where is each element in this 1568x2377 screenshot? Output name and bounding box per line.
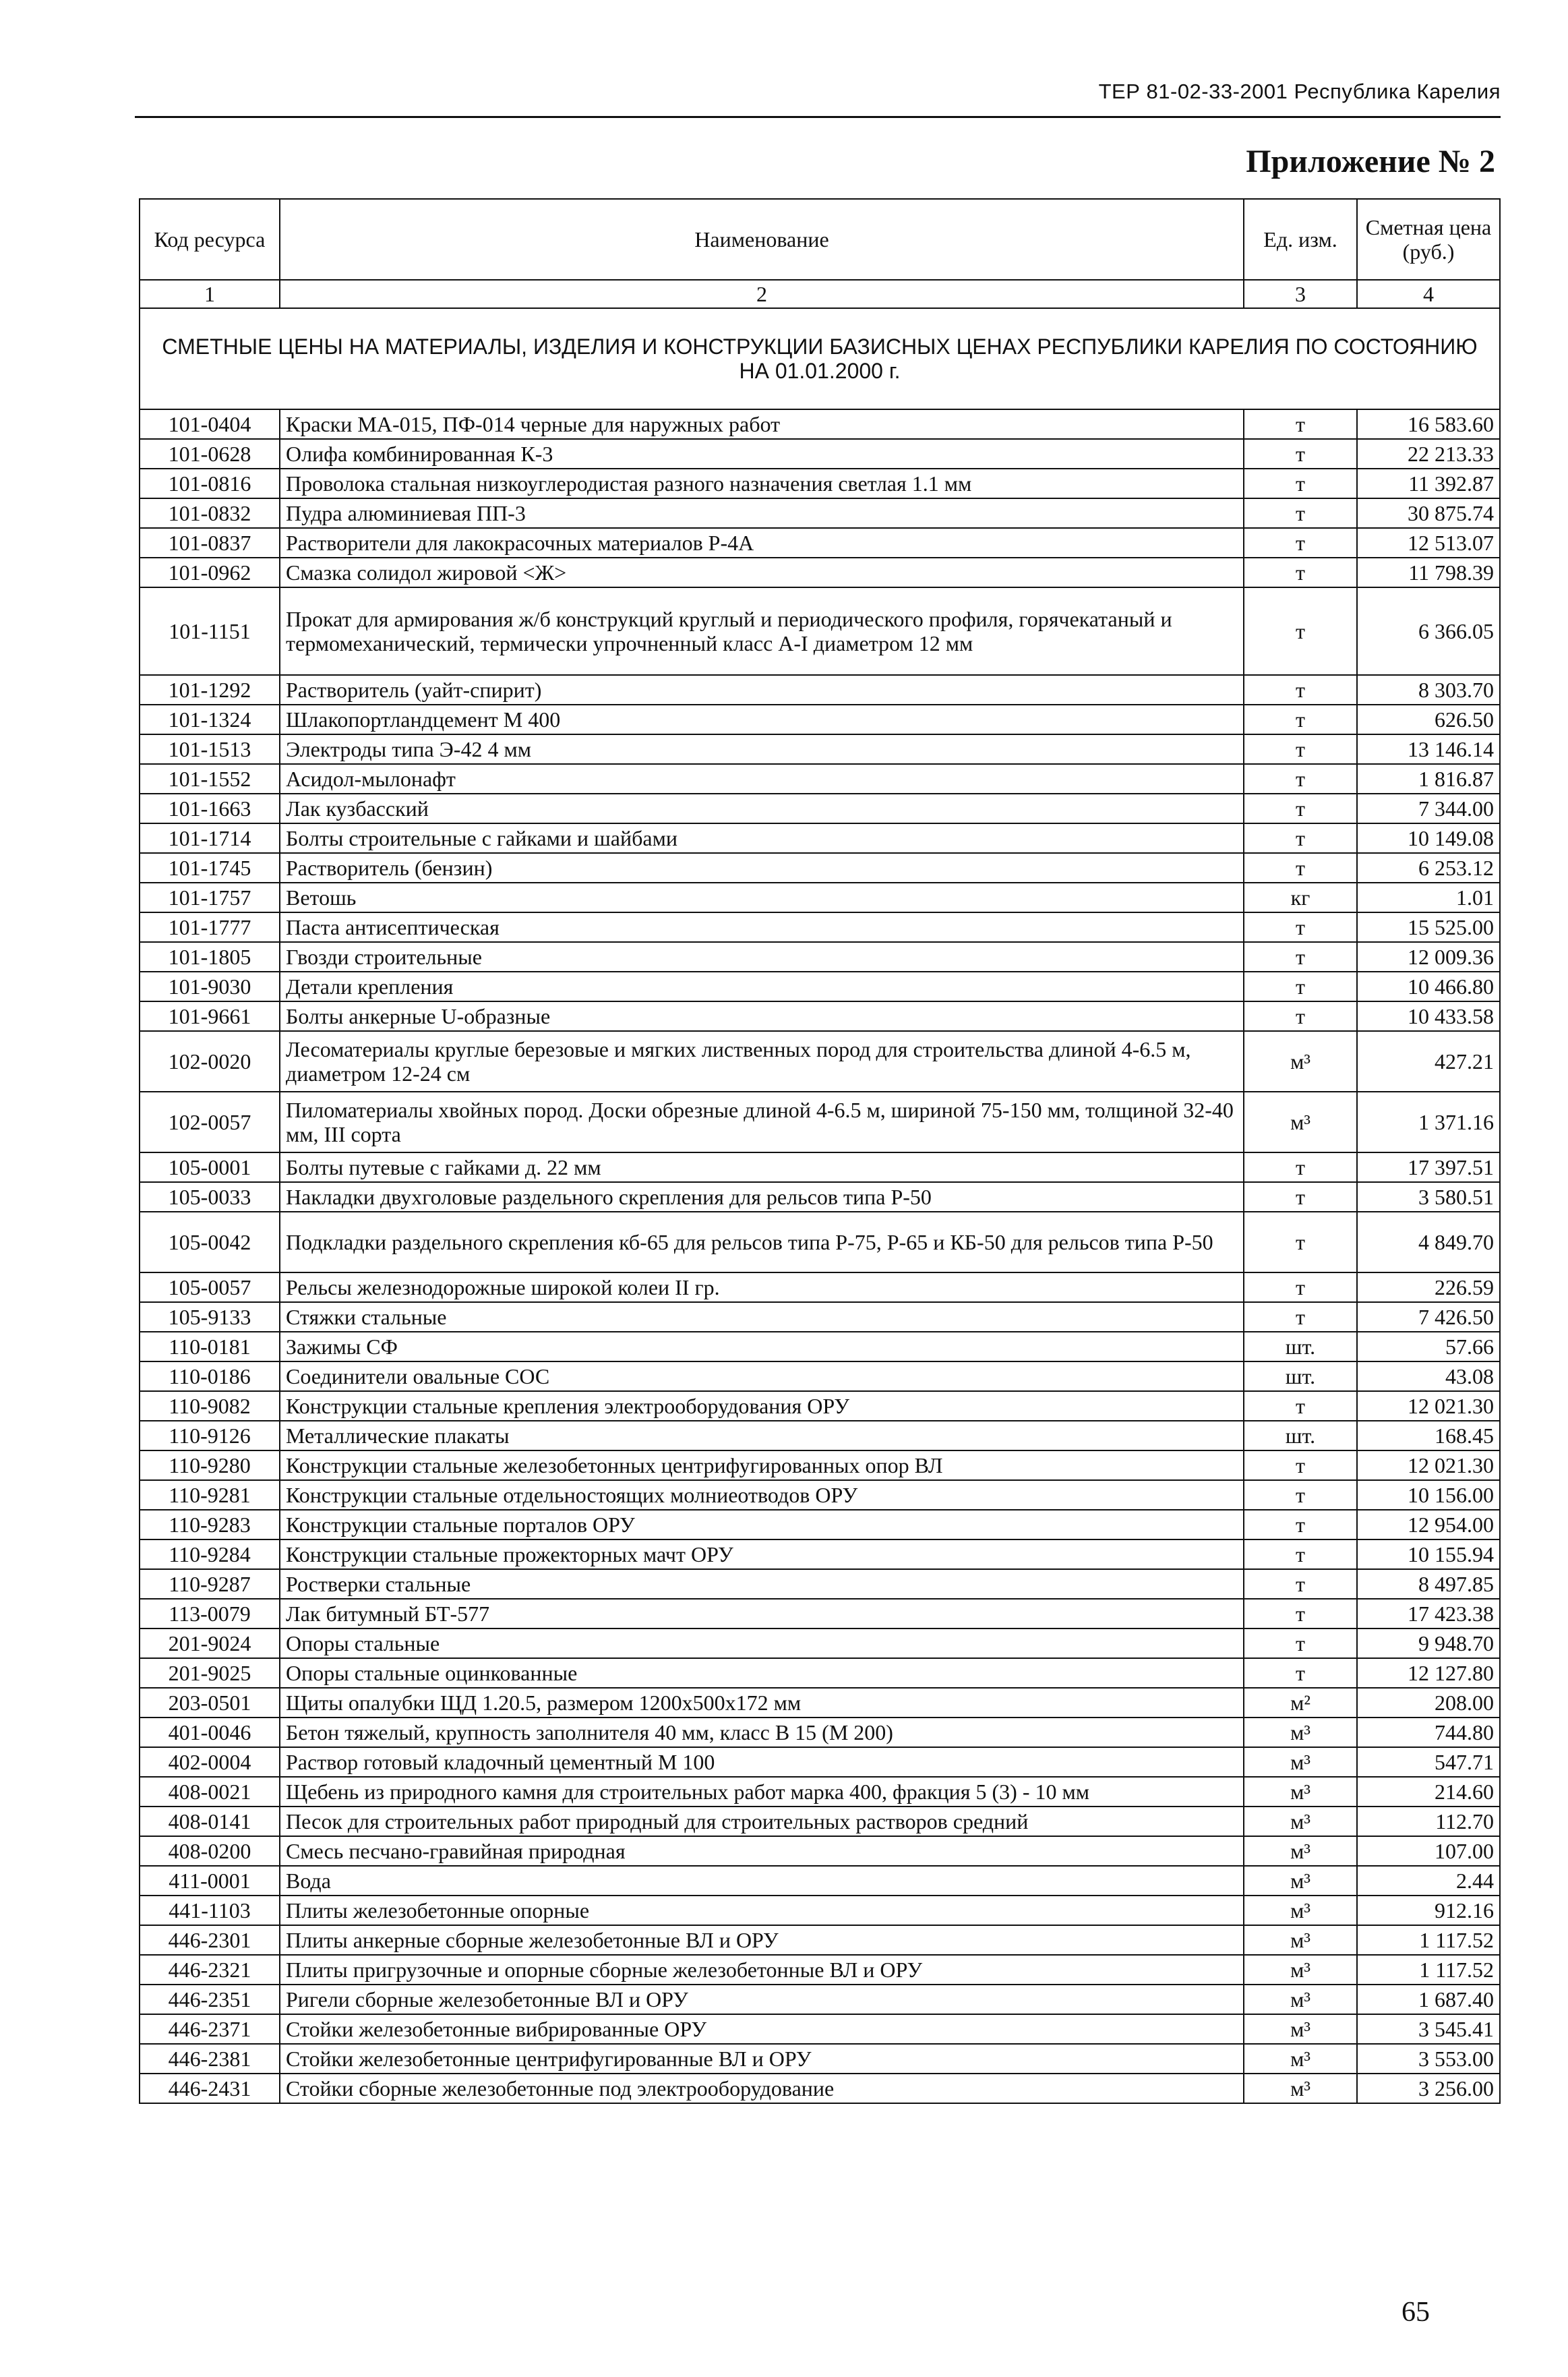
resource-unit: м³	[1244, 1807, 1357, 1836]
resource-name: Шлакопортландцемент М 400	[280, 705, 1244, 734]
appendix-title: Приложение № 2	[1246, 144, 1495, 179]
resource-code: 110-9281	[140, 1480, 280, 1510]
resource-unit: т	[1244, 1302, 1357, 1332]
table-row	[140, 734, 1500, 764]
resource-unit: шт.	[1244, 1361, 1357, 1391]
column-number-row	[140, 280, 1500, 308]
resource-unit: т	[1244, 972, 1357, 1001]
resource-code: 203-0501	[140, 1688, 280, 1718]
resource-unit: м³	[1244, 1092, 1357, 1152]
resource-name: Ригели сборные железобетонные ВЛ и ОРУ	[280, 1985, 1244, 2014]
resource-price: 10 156.00	[1357, 1480, 1500, 1510]
page-number: 65	[1401, 2297, 1430, 2328]
resource-code: 110-0186	[140, 1361, 280, 1391]
resource-price: 13 146.14	[1357, 734, 1500, 764]
resource-name: Стойки железобетонные вибрированные ОРУ	[280, 2014, 1244, 2044]
resource-name: Олифа комбинированная К-3	[280, 439, 1244, 469]
resource-price: 2.44	[1357, 1866, 1500, 1896]
document-code: ТЕР 81-02-33-2001 Республика Карелия	[1098, 80, 1501, 103]
resource-name: Песок для строительных работ природный для строительных растворов средний	[280, 1807, 1244, 1836]
table-row	[140, 794, 1500, 823]
resource-code: 101-9661	[140, 1001, 280, 1031]
resource-code: 402-0004	[140, 1747, 280, 1777]
resource-name: Болты анкерные U-образные	[280, 1001, 1244, 1031]
resource-name: Рельсы железнодорожные широкой колеи II гр.	[280, 1272, 1244, 1302]
resource-price: 10 466.80	[1357, 972, 1500, 1001]
resource-name: Паста антисептическая	[280, 912, 1244, 942]
resource-unit: т	[1244, 498, 1357, 528]
table-row	[140, 558, 1500, 587]
table-row	[140, 1510, 1500, 1539]
resource-code: 101-0832	[140, 498, 280, 528]
table-row	[140, 1391, 1500, 1421]
resource-unit: т	[1244, 1510, 1357, 1539]
table-header-row	[140, 199, 1500, 280]
table-row	[140, 587, 1500, 675]
resource-code: 105-0042	[140, 1212, 280, 1272]
resource-name: Конструкции стальные железобетонных центрифугированных опор ВЛ	[280, 1450, 1244, 1480]
resource-code: 110-9287	[140, 1569, 280, 1599]
table-row	[140, 1480, 1500, 1510]
price-table	[139, 198, 1501, 2104]
table-row	[140, 498, 1500, 528]
resource-code: 446-2381	[140, 2044, 280, 2074]
table-row	[140, 409, 1500, 439]
resource-code: 110-9283	[140, 1510, 280, 1539]
resource-code: 446-2321	[140, 1955, 280, 1985]
table-row	[140, 1001, 1500, 1031]
resource-price: 1.01	[1357, 883, 1500, 912]
resource-price: 4 849.70	[1357, 1212, 1500, 1272]
table-row	[140, 1866, 1500, 1896]
table-row	[140, 1628, 1500, 1658]
resource-code: 101-1714	[140, 823, 280, 853]
resource-code: 110-0181	[140, 1332, 280, 1361]
table-row	[140, 1896, 1500, 1925]
resource-price: 12 021.30	[1357, 1391, 1500, 1421]
resource-unit: т	[1244, 734, 1357, 764]
resource-unit: м³	[1244, 2074, 1357, 2103]
resource-code: 101-1805	[140, 942, 280, 972]
resource-name: Болты путевые с гайками д. 22 мм	[280, 1152, 1244, 1182]
resource-price: 3 553.00	[1357, 2044, 1500, 2074]
resource-price: 7 344.00	[1357, 794, 1500, 823]
resource-price: 17 397.51	[1357, 1152, 1500, 1182]
table-row	[140, 2044, 1500, 2074]
resource-unit: м³	[1244, 1031, 1357, 1092]
resource-name: Раствор готовый кладочный цементный М 100	[280, 1747, 1244, 1777]
resource-price: 6 253.12	[1357, 853, 1500, 883]
resource-price: 226.59	[1357, 1272, 1500, 1302]
header-rule	[135, 116, 1501, 118]
resource-code: 446-2301	[140, 1925, 280, 1955]
resource-price: 12 021.30	[1357, 1450, 1500, 1480]
table-row	[140, 1092, 1500, 1152]
resource-price: 107.00	[1357, 1836, 1500, 1866]
resource-price: 10 155.94	[1357, 1539, 1500, 1569]
resource-name: Проволока стальная низкоуглеродистая разного назначения светлая 1.1 мм	[280, 469, 1244, 498]
resource-price: 11 392.87	[1357, 469, 1500, 498]
resource-name: Конструкции стальные порталов ОРУ	[280, 1510, 1244, 1539]
resource-unit: м³	[1244, 2014, 1357, 2044]
resource-price: 168.45	[1357, 1421, 1500, 1450]
resource-unit: т	[1244, 942, 1357, 972]
table-row	[140, 764, 1500, 794]
resource-code: 105-9133	[140, 1302, 280, 1332]
resource-unit: т	[1244, 558, 1357, 587]
resource-price: 12 009.36	[1357, 942, 1500, 972]
resource-name: Конструкции стальные крепления электрооборудования ОРУ	[280, 1391, 1244, 1421]
resource-price: 112.70	[1357, 1807, 1500, 1836]
table-row	[140, 853, 1500, 883]
resource-name: Конструкции стальные отдельностоящих молниеотводов ОРУ	[280, 1480, 1244, 1510]
resource-name: Пиломатериалы хвойных пород. Доски обрезные длиной 4-6.5 м, шириной 75-150 мм, толщиной 32-40 мм, III сорта	[280, 1092, 1244, 1152]
table-row	[140, 1182, 1500, 1212]
resource-price: 17 423.38	[1357, 1599, 1500, 1628]
resource-price: 12 954.00	[1357, 1510, 1500, 1539]
resource-unit: т	[1244, 853, 1357, 883]
table-row	[140, 883, 1500, 912]
resource-price: 744.80	[1357, 1718, 1500, 1747]
table-row	[140, 1421, 1500, 1450]
resource-name: Стяжки стальные	[280, 1302, 1244, 1332]
resource-name: Стойки железобетонные центрифугированные ВЛ и ОРУ	[280, 2044, 1244, 2074]
resource-unit: м³	[1244, 2044, 1357, 2074]
column-number: 3	[1244, 280, 1357, 308]
resource-unit: т	[1244, 1001, 1357, 1031]
resource-name: Растворитель (бензин)	[280, 853, 1244, 883]
resource-name: Подкладки раздельного скрепления кб-65 для рельсов типа Р-75, Р-65 и КБ-50 для рельсов типа Р-50	[280, 1212, 1244, 1272]
resource-code: 101-0962	[140, 558, 280, 587]
resource-code: 101-1552	[140, 764, 280, 794]
resource-unit: т	[1244, 1599, 1357, 1628]
resource-price: 1 117.52	[1357, 1925, 1500, 1955]
resource-price: 11 798.39	[1357, 558, 1500, 587]
resource-name: Смесь песчано-гравийная природная	[280, 1836, 1244, 1866]
resource-price: 427.21	[1357, 1031, 1500, 1092]
resource-price: 214.60	[1357, 1777, 1500, 1807]
resource-code: 110-9126	[140, 1421, 280, 1450]
table-row	[140, 1539, 1500, 1569]
table-row	[140, 1361, 1500, 1391]
resource-name: Смазка солидол жировой <Ж>	[280, 558, 1244, 587]
resource-name: Металлические плакаты	[280, 1421, 1244, 1450]
resource-name: Плиты железобетонные опорные	[280, 1896, 1244, 1925]
resource-unit: м³	[1244, 1925, 1357, 1955]
resource-price: 57.66	[1357, 1332, 1500, 1361]
resource-price: 1 371.16	[1357, 1092, 1500, 1152]
resource-unit: кг	[1244, 883, 1357, 912]
table-row	[140, 1569, 1500, 1599]
table-row	[140, 1955, 1500, 1985]
resource-unit: т	[1244, 1539, 1357, 1569]
resource-price: 1 117.52	[1357, 1955, 1500, 1985]
resource-unit: т	[1244, 794, 1357, 823]
resource-name: Растворитель (уайт-спирит)	[280, 675, 1244, 705]
resource-price: 8 497.85	[1357, 1569, 1500, 1599]
resource-unit: м³	[1244, 1718, 1357, 1747]
resource-price: 12 513.07	[1357, 528, 1500, 558]
resource-code: 105-0001	[140, 1152, 280, 1182]
resource-name: Щиты опалубки ЩД 1.20.5, размером 1200х500х172 мм	[280, 1688, 1244, 1718]
table-row	[140, 2074, 1500, 2103]
resource-name: Детали крепления	[280, 972, 1244, 1001]
resource-unit: м³	[1244, 1985, 1357, 2014]
resource-name: Гвозди строительные	[280, 942, 1244, 972]
resource-price: 16 583.60	[1357, 409, 1500, 439]
resource-unit: т	[1244, 823, 1357, 853]
resource-unit: м³	[1244, 1896, 1357, 1925]
resource-price: 1 816.87	[1357, 764, 1500, 794]
table-row	[140, 1332, 1500, 1361]
resource-name: Растворители для лакокрасочных материалов Р-4А	[280, 528, 1244, 558]
table-row	[140, 942, 1500, 972]
resource-code: 113-0079	[140, 1599, 280, 1628]
resource-price: 1 687.40	[1357, 1985, 1500, 2014]
resource-unit: т	[1244, 1152, 1357, 1182]
table-row	[140, 1302, 1500, 1332]
column-header-unit: Ед. изм.	[1244, 199, 1357, 280]
table-row	[140, 1152, 1500, 1182]
table-row	[140, 439, 1500, 469]
resource-code: 101-9030	[140, 972, 280, 1001]
resource-unit: т	[1244, 528, 1357, 558]
column-header-price: Сметная цена (руб.)	[1357, 199, 1500, 280]
table-row	[140, 469, 1500, 498]
resource-unit: т	[1244, 409, 1357, 439]
resource-code: 401-0046	[140, 1718, 280, 1747]
table-row	[140, 1925, 1500, 1955]
resource-unit: м³	[1244, 1866, 1357, 1896]
resource-name: Лак кузбасский	[280, 794, 1244, 823]
resource-price: 626.50	[1357, 705, 1500, 734]
resource-name: Соединители овальные СОС	[280, 1361, 1244, 1391]
resource-price: 10 149.08	[1357, 823, 1500, 853]
resource-name: Краски МА-015, ПФ-014 черные для наружных работ	[280, 409, 1244, 439]
resource-name: Пудра алюминиевая ПП-3	[280, 498, 1244, 528]
resource-name: Болты строительные с гайками и шайбами	[280, 823, 1244, 853]
resource-code: 101-0837	[140, 528, 280, 558]
resource-unit: т	[1244, 439, 1357, 469]
table-row	[140, 1718, 1500, 1747]
resource-code: 201-9025	[140, 1658, 280, 1688]
resource-code: 102-0020	[140, 1031, 280, 1092]
table-row	[140, 1031, 1500, 1092]
resource-name: Накладки двухголовые раздельного скрепления для рельсов типа Р-50	[280, 1182, 1244, 1212]
resource-unit: шт.	[1244, 1421, 1357, 1450]
resource-unit: м³	[1244, 1836, 1357, 1866]
column-number: 4	[1357, 280, 1500, 308]
resource-code: 101-1324	[140, 705, 280, 734]
resource-code: 446-2371	[140, 2014, 280, 2044]
resource-name: Вода	[280, 1866, 1244, 1896]
resource-name: Бетон тяжелый, крупность заполнителя 40 мм, класс В 15 (М 200)	[280, 1718, 1244, 1747]
resource-code: 411-0001	[140, 1866, 280, 1896]
table-row	[140, 675, 1500, 705]
resource-code: 101-0816	[140, 469, 280, 498]
resource-name: Асидол-мылонафт	[280, 764, 1244, 794]
table-row	[140, 1450, 1500, 1480]
resource-name: Лесоматериалы круглые березовые и мягких лиственных пород для строительства длиной 4-6.5 м, диаметром 12-24 см	[280, 1031, 1244, 1092]
resource-unit: т	[1244, 1569, 1357, 1599]
resource-name: Прокат для армирования ж/б конструкций круглый и периодического профиля, горячекатаный и термомеханический, термически упрочненный класс А-I диаметром 12 мм	[280, 587, 1244, 675]
resource-price: 43.08	[1357, 1361, 1500, 1391]
table-row	[140, 972, 1500, 1001]
table-row	[140, 1688, 1500, 1718]
resource-name: Опоры стальные	[280, 1628, 1244, 1658]
resource-code: 101-1745	[140, 853, 280, 883]
resource-unit: т	[1244, 1628, 1357, 1658]
resource-name: Опоры стальные оцинкованные	[280, 1658, 1244, 1688]
resource-code: 101-1663	[140, 794, 280, 823]
resource-code: 101-0628	[140, 439, 280, 469]
table-row	[140, 1747, 1500, 1777]
resource-code: 110-9082	[140, 1391, 280, 1421]
resource-code: 101-1151	[140, 587, 280, 675]
table-row	[140, 1777, 1500, 1807]
table-row	[140, 912, 1500, 942]
resource-unit: т	[1244, 469, 1357, 498]
resource-code: 446-2431	[140, 2074, 280, 2103]
resource-code: 101-1777	[140, 912, 280, 942]
resource-price: 208.00	[1357, 1688, 1500, 1718]
resource-unit: м³	[1244, 1955, 1357, 1985]
table-row	[140, 705, 1500, 734]
resource-unit: т	[1244, 675, 1357, 705]
resource-unit: м³	[1244, 1747, 1357, 1777]
resource-unit: т	[1244, 1212, 1357, 1272]
column-number: 1	[140, 280, 280, 308]
resource-code: 105-0057	[140, 1272, 280, 1302]
resource-name: Стойки сборные железобетонные под электрооборудование	[280, 2074, 1244, 2103]
resource-code: 110-9284	[140, 1539, 280, 1569]
section-title-row	[140, 308, 1500, 409]
resource-price: 3 580.51	[1357, 1182, 1500, 1212]
table-row	[140, 1658, 1500, 1688]
resource-unit: шт.	[1244, 1332, 1357, 1361]
resource-name: Щебень из природного камня для строительных работ марка 400, фракция 5 (3) - 10 мм	[280, 1777, 1244, 1807]
resource-code: 101-0404	[140, 409, 280, 439]
column-number: 2	[280, 280, 1244, 308]
table-row	[140, 1985, 1500, 2014]
resource-code: 408-0200	[140, 1836, 280, 1866]
resource-unit: т	[1244, 1182, 1357, 1212]
resource-price: 22 213.33	[1357, 439, 1500, 469]
resource-price: 8 303.70	[1357, 675, 1500, 705]
table-body	[140, 280, 1500, 2103]
resource-unit: т	[1244, 1480, 1357, 1510]
resource-price: 6 366.05	[1357, 587, 1500, 675]
resource-code: 408-0141	[140, 1807, 280, 1836]
resource-price: 3 256.00	[1357, 2074, 1500, 2103]
table-row	[140, 1836, 1500, 1866]
resource-name: Лак битумный БТ-577	[280, 1599, 1244, 1628]
resource-name: Электроды типа Э-42 4 мм	[280, 734, 1244, 764]
resource-price: 30 875.74	[1357, 498, 1500, 528]
resource-unit: т	[1244, 764, 1357, 794]
column-header-code: Код ресурса	[140, 199, 280, 280]
resource-name: Конструкции стальные прожекторных мачт ОРУ	[280, 1539, 1244, 1569]
table-row	[140, 1212, 1500, 1272]
resource-unit: т	[1244, 705, 1357, 734]
table-row	[140, 1807, 1500, 1836]
resource-code: 408-0021	[140, 1777, 280, 1807]
resource-price: 912.16	[1357, 1896, 1500, 1925]
resource-unit: м²	[1244, 1688, 1357, 1718]
resource-price: 3 545.41	[1357, 2014, 1500, 2044]
resource-unit: т	[1244, 1658, 1357, 1688]
resource-code: 446-2351	[140, 1985, 280, 2014]
table-row	[140, 823, 1500, 853]
resource-code: 101-1513	[140, 734, 280, 764]
resource-code: 441-1103	[140, 1896, 280, 1925]
resource-price: 12 127.80	[1357, 1658, 1500, 1688]
table-row	[140, 2014, 1500, 2044]
resource-name: Плиты анкерные сборные железобетонные ВЛ и ОРУ	[280, 1925, 1244, 1955]
resource-unit: т	[1244, 1391, 1357, 1421]
resource-name: Ветошь	[280, 883, 1244, 912]
resource-code: 110-9280	[140, 1450, 280, 1480]
resource-price: 9 948.70	[1357, 1628, 1500, 1658]
resource-code: 105-0033	[140, 1182, 280, 1212]
column-header-name: Наименование	[280, 199, 1244, 280]
resource-name: Зажимы СФ	[280, 1332, 1244, 1361]
resource-unit: т	[1244, 1272, 1357, 1302]
table-row	[140, 1272, 1500, 1302]
resource-code: 201-9024	[140, 1628, 280, 1658]
resource-price: 10 433.58	[1357, 1001, 1500, 1031]
resource-code: 102-0057	[140, 1092, 280, 1152]
resource-price: 15 525.00	[1357, 912, 1500, 942]
resource-price: 547.71	[1357, 1747, 1500, 1777]
resource-unit: т	[1244, 587, 1357, 675]
resource-unit: м³	[1244, 1777, 1357, 1807]
table-row	[140, 1599, 1500, 1628]
table-row	[140, 528, 1500, 558]
section-title: СМЕТНЫЕ ЦЕНЫ НА МАТЕРИАЛЫ, ИЗДЕЛИЯ И КОНСТРУКЦИИ БАЗИСНЫХ ЦЕНАХ РЕСПУБЛИКИ КАРЕЛИЯ ПО СОСТОЯНИЮ НА 01.01.2000 г.	[140, 308, 1500, 409]
resource-name: Плиты пригрузочные и опорные сборные железобетонные ВЛ и ОРУ	[280, 1955, 1244, 1985]
resource-price: 7 426.50	[1357, 1302, 1500, 1332]
resource-unit: т	[1244, 1450, 1357, 1480]
resource-code: 101-1292	[140, 675, 280, 705]
resource-code: 101-1757	[140, 883, 280, 912]
resource-unit: т	[1244, 912, 1357, 942]
resource-name: Ростверки стальные	[280, 1569, 1244, 1599]
